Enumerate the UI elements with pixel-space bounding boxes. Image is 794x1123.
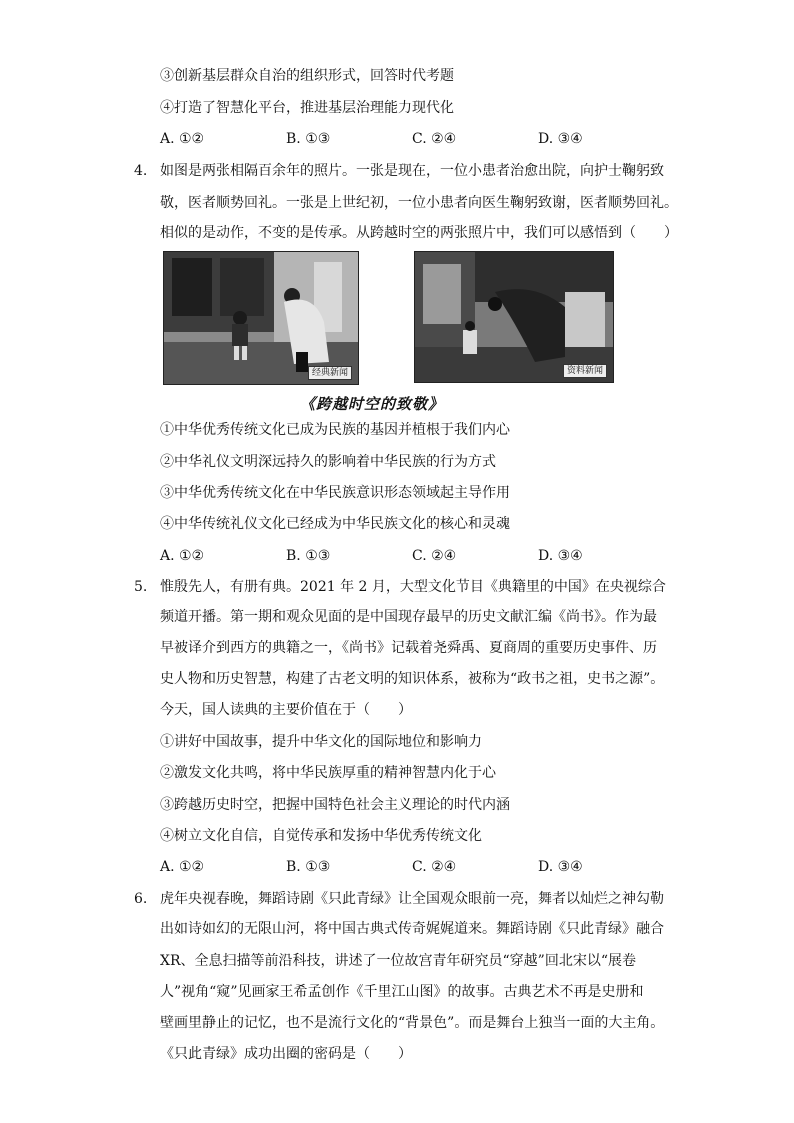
q4-item: ②中华礼仪文明深远持久的影响着中华民族的行为方式: [160, 454, 496, 470]
option-d[interactable]: D. ③④: [538, 548, 583, 564]
q5-item: ③跨越历史时空，把握中国特色社会主义理论的时代内涵: [160, 797, 510, 813]
q5-stem-line: 今天，国人读典的主要价值在于（ ）: [160, 702, 412, 718]
q5-number: 5.: [134, 579, 148, 595]
q6-stem-line: 虎年央视春晚，舞蹈诗剧《只此青绿》让全国观众眼前一亮，舞者以灿烂之神勾勒: [160, 891, 664, 907]
modern-bow-photo: [163, 251, 359, 385]
historic-bow-photo: [414, 251, 614, 383]
q4-options: [160, 546, 620, 566]
photo-stamp: 资料新闻: [563, 364, 607, 378]
q5-stem-line: 史人物和历史智慧，构建了古老文明的知识体系，被称为“政书之祖，史书之源”。: [160, 671, 665, 687]
q5-item: ②激发文化共鸣，将中华民族厚重的精神智慧内化于心: [160, 765, 496, 781]
q5-item: ④树立文化自信，自觉传承和发扬中华优秀传统文化: [160, 828, 482, 844]
option-c[interactable]: C. ②④: [412, 859, 457, 875]
q5-item: ①讲好中国故事，提升中华文化的国际地位和影响力: [160, 734, 482, 750]
option-b[interactable]: B. ①③: [286, 131, 331, 147]
q4-number: 4.: [134, 163, 148, 179]
q4-stem-line: 如图是两张相隔百余年的照片。一张是现在，一位小患者治愈出院，向护士鞠躬致: [160, 163, 664, 179]
q6-stem-line: 出如诗如幻的无限山河，将中国古典式传奇娓娓道来。舞蹈诗剧《只此青绿》融合: [160, 921, 664, 937]
option-d[interactable]: D. ③④: [538, 131, 583, 147]
q4-item: ④中华传统礼仪文化已经成为中华民族文化的核心和灵魂: [160, 516, 510, 532]
modern-bow-illustration: [164, 252, 358, 384]
option-b[interactable]: B. ①③: [286, 859, 331, 875]
photo-stamp: 经典新闻: [308, 366, 352, 380]
q6-stem-line: 人”视角“窥”见画家王希孟创作《千里江山图》的故事。古典艺术不再是史册和: [160, 984, 644, 1000]
option-a[interactable]: A. ①②: [160, 131, 205, 147]
historic-bow-illustration: [415, 252, 613, 382]
q5-options: [160, 857, 620, 877]
option-c[interactable]: C. ②④: [412, 131, 457, 147]
q6-number: 6.: [134, 891, 148, 907]
q4-item: ①中华优秀传统文化已成为民族的基因并植根于我们内心: [160, 422, 510, 438]
q6-stem-line: XR、全息扫描等前沿科技，讲述了一位故宫青年研究员“穿越”回北宋以“展卷: [160, 953, 636, 969]
q6-stem-line: 壁画里静止的记忆，也不是流行文化的“背景色”。而是舞台上独当一面的大主角。: [160, 1015, 665, 1031]
option-a[interactable]: A. ①②: [160, 859, 205, 875]
figure-caption: 《跨越时空的致敬》: [300, 395, 445, 413]
option-a[interactable]: A. ①②: [160, 548, 205, 564]
option-b[interactable]: B. ①③: [286, 548, 331, 564]
q4-item: ③中华优秀传统文化在中华民族意识形态领域起主导作用: [160, 485, 510, 501]
q4-stem-line: 相似的是动作，不变的是传承。从跨越时空的两张照片中，我们可以感悟到（ ）: [160, 225, 678, 241]
q5-stem-line: 惟殷先人，有册有典。2021 年 2 月，大型文化节目《典籍里的中国》在央视综合: [160, 579, 666, 595]
option-c[interactable]: C. ②④: [412, 548, 457, 564]
q3-options: [160, 129, 620, 149]
q3-item-3: ③创新基层群众自治的组织形式，回答时代考题: [160, 68, 454, 84]
q5-stem-line: 频道开播。第一期和观众见面的是中国现存最早的历史文献汇编《尚书》。作为最: [160, 609, 657, 625]
q6-stem-line: 《只此青绿》成功出圈的密码是（ ）: [160, 1046, 412, 1062]
q4-stem-line: 敬，医者顺势回礼。一张是上世纪初，一位小患者向医生鞠躬致谢，医者顺势回礼。: [160, 195, 678, 211]
option-d[interactable]: D. ③④: [538, 859, 583, 875]
q5-stem-line: 早被译介到西方的典籍之一，《尚书》记载着尧舜禹、夏商周的重要历史事件、历: [160, 640, 657, 656]
q3-item-4: ④打造了智慧化平台，推进基层治理能力现代化: [160, 100, 454, 116]
